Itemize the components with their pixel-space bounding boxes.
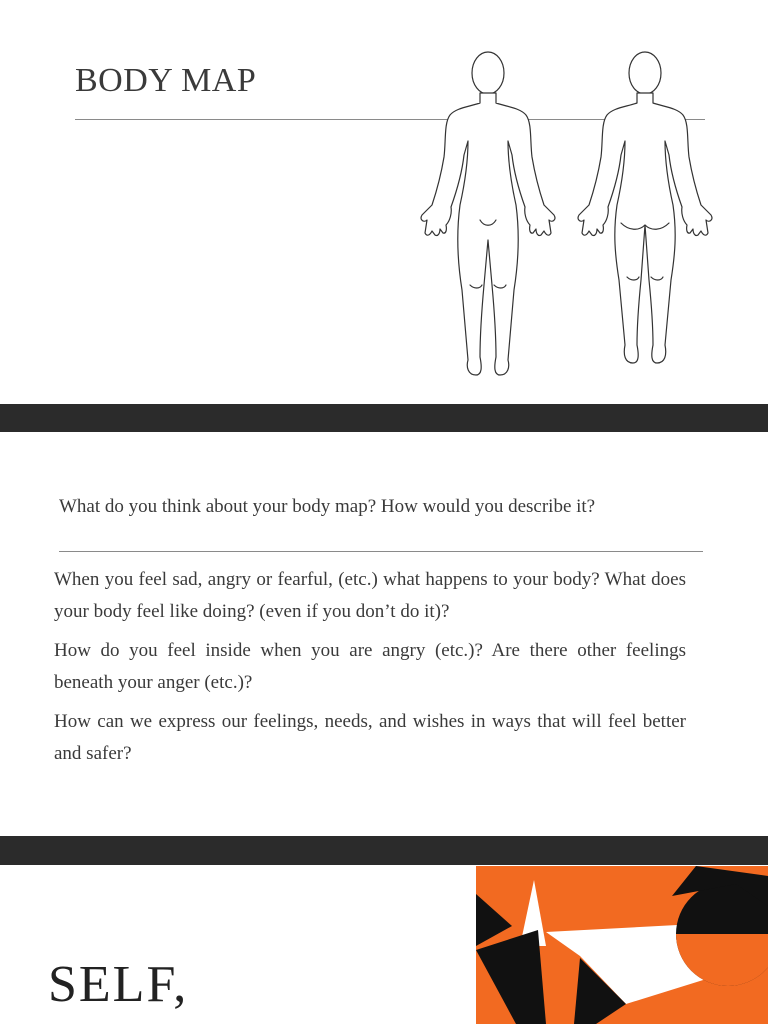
question-list xyxy=(54,564,686,777)
slide-divider-bar xyxy=(0,404,768,432)
question-divider xyxy=(59,551,703,552)
question-item: When you feel sad, angry or fearful, (etc.) what happens to your body? What does your body feel like doing? (even if you don’t do it)? xyxy=(54,569,686,622)
slide-title: BODY MAP xyxy=(75,62,257,99)
question-item: How can we express our feelings, needs, and wishes in ways that will feel better and safer? xyxy=(54,711,686,764)
front-body-figure xyxy=(421,52,555,375)
slide-title-self: SELF, xyxy=(48,956,189,1013)
question-item: How do you feel inside when you are angry (etc.)? Are there other feelings beneath your anger (etc.)? xyxy=(54,640,686,693)
back-body-figure xyxy=(578,52,712,363)
slide-body-map xyxy=(0,0,768,404)
question-body-map: What do you think about your body map? How would you describe it? xyxy=(59,496,596,517)
body-outline-figures xyxy=(410,45,725,380)
slide-divider-bar xyxy=(0,836,768,865)
abstract-art-image xyxy=(476,866,768,1024)
